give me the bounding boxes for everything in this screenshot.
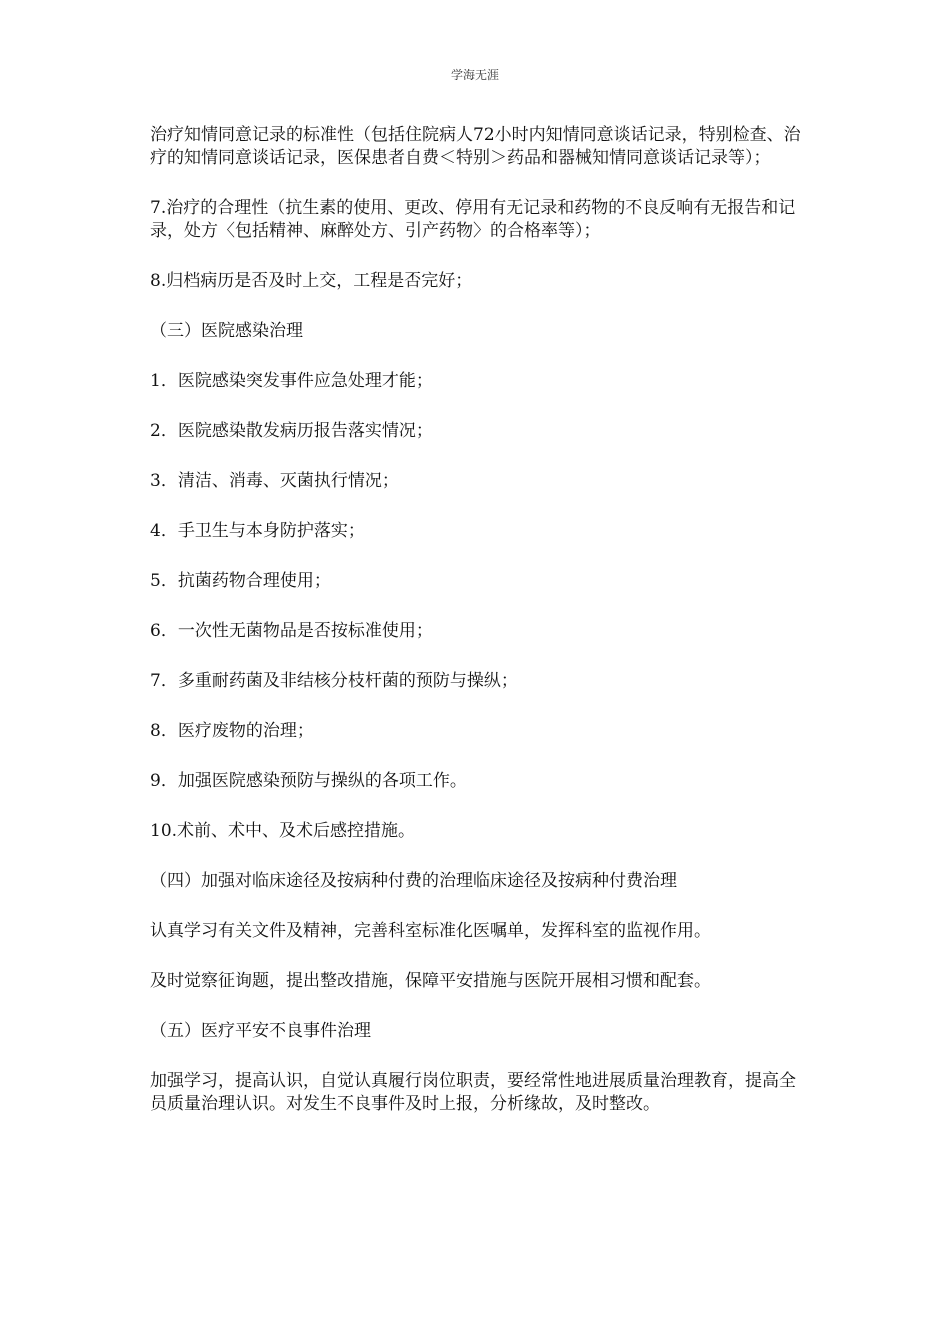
list-item-infection-9: 9．加强医院感染预防与操纵的各项工作。 <box>150 771 467 791</box>
list-item-infection-6: 6．一次性无菌物品是否按标准使用； <box>150 621 433 641</box>
list-item-infection-8: 8．医疗废物的治理； <box>150 721 314 741</box>
list-item-infection-5: 5．抗菌药物合理使用； <box>150 571 331 591</box>
list-item-infection-7: 7．多重耐药菌及非结核分枝杆菌的预防与操纵； <box>150 671 518 691</box>
document-body <box>150 124 805 1143</box>
page-header: 学海无涯 <box>450 68 499 82</box>
list-item-infection-3: 3．清洁、消毒、灭菌执行情况； <box>150 471 399 491</box>
paragraph-quality-education: 加强学习，提高认识，自觉认真履行岗位职责，要经常性地进展质量治理教育，提高全员质量治理认识。对发生不良事件及时上报，分析缘故，及时整改。 <box>150 1071 796 1114</box>
list-item-infection-1: 1．医院感染突发事件应急处理才能； <box>150 371 433 391</box>
paragraph-study-documents: 认真学习有关文件及精神，完善科室标准化医嘱单，发挥科室的监视作用。 <box>150 921 711 941</box>
list-item-infection-4: 4．手卫生与本身防护落实； <box>150 521 365 541</box>
section-heading-infection: （三）医院感染治理 <box>150 321 303 341</box>
section-heading-clinical-pathway: （四）加强对临床途径及按病种付费的治理临床途径及按病种付费治理 <box>150 871 677 891</box>
paragraph-rectification: 及时觉察征询题，提出整改措施，保障平安措施与医院开展相习惯和配套。 <box>150 971 711 991</box>
paragraph-item-8-archive: 8.归档病历是否及时上交，工程是否完好； <box>150 271 473 291</box>
paragraph-item-7-treatment: 7.治疗的合理性（抗生素的使用、更改、停用有无记录和药物的不良反响有无报告和记录，处方〈包括精神、麻醉处方、引产药物〉的合格率等）； <box>150 198 796 241</box>
section-heading-adverse-events: （五）医疗平安不良事件治理 <box>150 1021 371 1041</box>
paragraph-consent-records: 治疗知情同意记录的标准性（包括住院病人72小时内知情同意谈话记录，特别检查、治疗的知情同意谈话记录，医保患者自费＜特别＞药品和器械知情同意谈话记录等）； <box>150 125 801 168</box>
list-item-infection-2: 2．医院感染散发病历报告落实情况； <box>150 421 433 441</box>
list-item-infection-10: 10.术前、术中、及术后感控措施。 <box>150 821 416 841</box>
